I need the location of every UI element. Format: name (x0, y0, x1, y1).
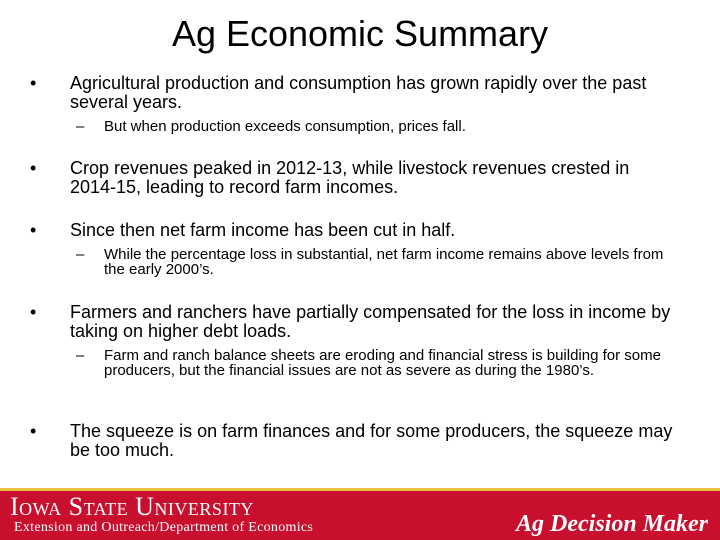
sub-bullet-marker: – (76, 118, 85, 135)
brand-logo: Ag Decision Maker (516, 511, 708, 537)
bullet-marker: • (30, 302, 37, 322)
sub-bullet-text: While the percentage loss in substantial, net farm income remains above levels from the early 2000’s. (104, 246, 664, 278)
bullet-marker: • (30, 73, 37, 93)
university-logo: Iowa State University (10, 492, 254, 521)
sub-bullet-text: Farm and ranch balance sheets are eroding and financial stress is building for some producers, but the financial issues are not as severe as during the 1980’s. (104, 347, 661, 379)
department-label: Extension and Outreach/Department of Economics (14, 520, 314, 535)
bullet-text: Farmers and ranchers have partially compensated for the loss in income by taking on higher debt loads. (70, 302, 671, 341)
bullet-text: Since then net farm income has been cut in half. (70, 220, 456, 240)
bullet-text: Crop revenues peaked in 2012-13, while livestock revenues crested in 2014-15, leading to record farm incomes. (70, 158, 630, 197)
bullet-item (30, 74, 680, 112)
bullet-item (30, 221, 680, 240)
sub-bullet-marker: – (76, 347, 85, 364)
footer-accent-line (0, 488, 720, 491)
sub-bullet-text: But when production exceeds consumption, prices fall. (104, 118, 466, 135)
bullet-item (30, 422, 680, 460)
bullet-marker: • (30, 421, 37, 441)
sub-bullet-item (76, 119, 666, 134)
bullet-text: Agricultural production and consumption has grown rapidly over the past several years. (70, 73, 647, 112)
bullet-item (30, 159, 680, 197)
slide-title: Ag Economic Summary (171, 13, 549, 54)
bullet-item (30, 303, 680, 341)
sub-bullet-item (76, 348, 666, 378)
bullet-text: The squeeze is on farm finances and for some producers, the squeeze may be too much. (70, 421, 673, 460)
sub-bullet-marker: – (76, 246, 85, 263)
bullet-marker: • (30, 158, 37, 178)
sub-bullet-item (76, 247, 666, 277)
bullet-marker: • (30, 220, 37, 240)
